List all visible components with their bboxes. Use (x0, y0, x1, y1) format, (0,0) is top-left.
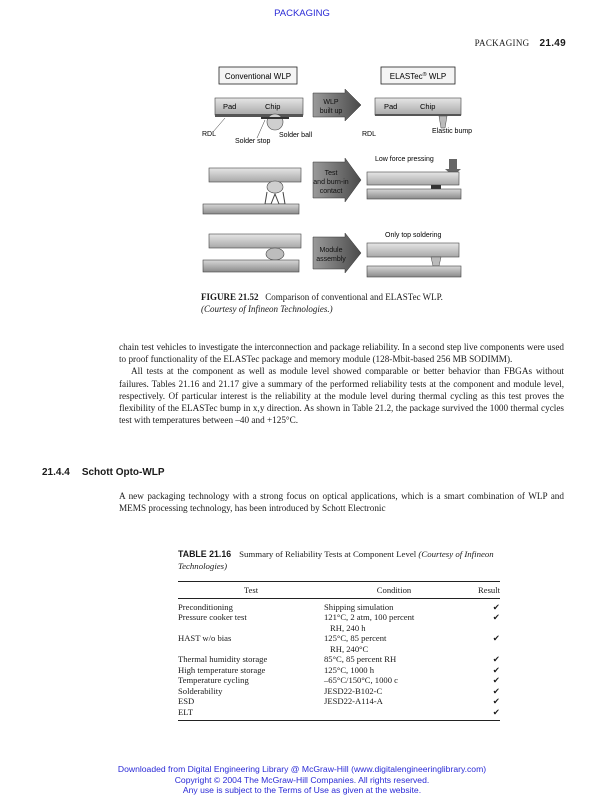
footer-copyright: Copyright © 2004 The McGraw-Hill Companies. All rights reserved. (174, 774, 430, 785)
check-icon: ✔ (492, 633, 500, 643)
contact-spring (265, 192, 285, 204)
body-text-block-2 (119, 490, 564, 514)
label-chip-left: Chip (265, 102, 281, 111)
body-text-block (119, 341, 564, 426)
elastic-bump (439, 116, 447, 128)
solder-ball (267, 114, 283, 130)
page-number: 21.49 (539, 38, 566, 49)
cell-condition: –65°C/150°C, 1000 c (324, 675, 398, 685)
ball-module-conventional (266, 248, 284, 260)
cell-test: Pressure cooker test (178, 612, 247, 622)
test-board-elastec (367, 189, 461, 199)
test-board-conventional (203, 204, 299, 214)
label-low-force: Low force pressing (375, 156, 434, 163)
cell-condition (324, 707, 464, 721)
table-row (178, 598, 500, 612)
cell-test: Solderability (178, 685, 223, 696)
table-row (178, 675, 500, 686)
table-row (178, 612, 500, 633)
cell-test: Preconditioning (178, 601, 233, 612)
table-label: TABLE 21.16 (178, 549, 232, 559)
chip-test-elastec (367, 172, 459, 185)
check-icon: ✔ (492, 685, 500, 696)
footer-terms[interactable]: Any use is subject to the Terms of Use as given at the website. (182, 785, 422, 795)
cell-test: Thermal humidity storage (178, 654, 268, 664)
cell-test: HAST w/o bias (178, 633, 232, 643)
chip-test-conventional (209, 168, 301, 182)
section-title: Schott Opto-WLP (81, 467, 165, 478)
footer (0, 764, 604, 796)
cell-condition: 121°C, 2 atm, 100 percent RH, 240 h (324, 612, 415, 633)
table-row (178, 633, 500, 654)
cell-condition: 85°C, 85 percent RH (324, 654, 397, 664)
cell-test: ESD (178, 696, 195, 706)
arrow1-line2: built up (319, 108, 343, 115)
cell-condition: Shipping simulation (324, 601, 394, 612)
column-header-test: Test (178, 582, 324, 599)
table-title: Summary of Reliability Tests at Component Level (239, 549, 417, 559)
paragraph-1: chain test vehicles to investigate the interconnection and package reliability. In a second step live components were used to proof functionality of the ELASTec package and memory module (128-Mbit-based 256 MB SODIMM). (119, 342, 564, 365)
footer-download-link[interactable]: Downloaded from Digital Engineering Library @ McGraw-Hill (www.digitalengineeringlibrary.com) (117, 764, 487, 774)
arrow2-line1: Test (324, 170, 338, 177)
figure-caption-text: Comparison of conventional and ELASTec WLP. (265, 292, 443, 302)
paragraph-3: A new packaging technology with a strong focus on optical applications, which is a smart combination of WLP and MEMS processing technology, has been introduced by Schott Electronic (119, 491, 564, 514)
figure-caption (201, 292, 481, 315)
cell-condition: 125°C, 1000 h (324, 664, 374, 675)
table-credit: (Courtesy of Infineon Technologies) (178, 549, 494, 571)
column-header-result: Result (464, 582, 500, 599)
arrow3-line2: assembly (316, 256, 346, 263)
label-elastic-bump: Elastic bump (432, 128, 473, 135)
figure-wlp-comparison (195, 62, 495, 288)
check-icon: ✔ (492, 601, 500, 612)
label-rdl-left: RDL (202, 131, 217, 138)
header-conventional: Conventional WLP (224, 72, 292, 81)
arrow2-line3: contact (319, 188, 343, 195)
column-header-condition: Condition (324, 582, 464, 599)
cell-condition: JESD22-B102-C (324, 685, 383, 696)
check-icon: ✔ (492, 664, 500, 675)
table-row (178, 686, 500, 697)
check-icon: ✔ (492, 696, 500, 706)
rdl-layer-elastec (375, 114, 461, 116)
arrow2-line2: and burn-in (313, 179, 349, 186)
reliability-table (178, 581, 500, 721)
label-only-top: Only top soldering (385, 232, 442, 239)
table-row (178, 654, 500, 665)
check-icon: ✔ (492, 654, 500, 664)
label-pad-right: Pad (384, 102, 398, 111)
module-board-conventional (203, 260, 299, 272)
chip-module-elastec (367, 243, 459, 257)
table-header-row (178, 582, 500, 599)
chip-module-conventional (209, 234, 301, 248)
label-pad-left: Pad (223, 102, 237, 111)
bump-module-elastec (431, 257, 441, 266)
bump-test-elastec (431, 185, 441, 189)
table-row (178, 696, 500, 707)
check-icon: ✔ (464, 707, 500, 721)
label-rdl-right: RDL (362, 131, 377, 138)
label-solder-ball: Solder ball (279, 132, 313, 139)
table-row (178, 665, 500, 676)
cell-test: High temperature storage (178, 664, 266, 675)
cell-test: Temperature cycling (178, 675, 249, 685)
label-chip-right: Chip (420, 102, 436, 111)
running-head (475, 38, 566, 49)
arrow3-line1: Module (319, 247, 343, 254)
table-caption (178, 549, 500, 572)
section-heading (42, 467, 165, 478)
figure-caption-credit: (Courtesy of Infineon Technologies.) (201, 303, 333, 314)
paragraph-2: All tests at the component as well as module level showed comparable or better behavior than FBGAs without failures. Tables 21.16 and 21.17 give a summary of the performed reliability tests at the component and module level, respectively. Of particular interest is the reliability at the module level during thermal cycling as this test proves the flexibility of the ELASTec bump in x,y direction. As shown in Table 21.2, the package survived the 1000 thermal cycles test with temperatures between –40 and +125°C. (119, 366, 564, 426)
top-banner: PACKAGING (274, 8, 330, 19)
cell-test: ELT (178, 707, 324, 721)
header-elastec: ELASTec® WLP (389, 72, 447, 81)
arrow1-line1: WLP (323, 99, 339, 106)
label-solder-stop: Solder stop (235, 138, 271, 145)
running-head-section: PACKAGING (474, 38, 530, 48)
figure-caption-label: FIGURE 21.52 (201, 292, 259, 302)
cell-condition: 125°C, 85 percent RH, 240°C (324, 633, 387, 654)
module-board-elastec (367, 266, 461, 277)
check-icon: ✔ (492, 612, 500, 622)
ball-test-conventional (267, 181, 283, 193)
check-icon: ✔ (492, 675, 500, 685)
rdl-layer-conventional (215, 114, 303, 117)
section-number: 21.4.4 (42, 467, 70, 478)
solder-stop (261, 117, 289, 119)
press-tool (449, 159, 457, 169)
cell-condition: JESD22-A114-A (324, 696, 383, 706)
table-row (178, 707, 500, 721)
